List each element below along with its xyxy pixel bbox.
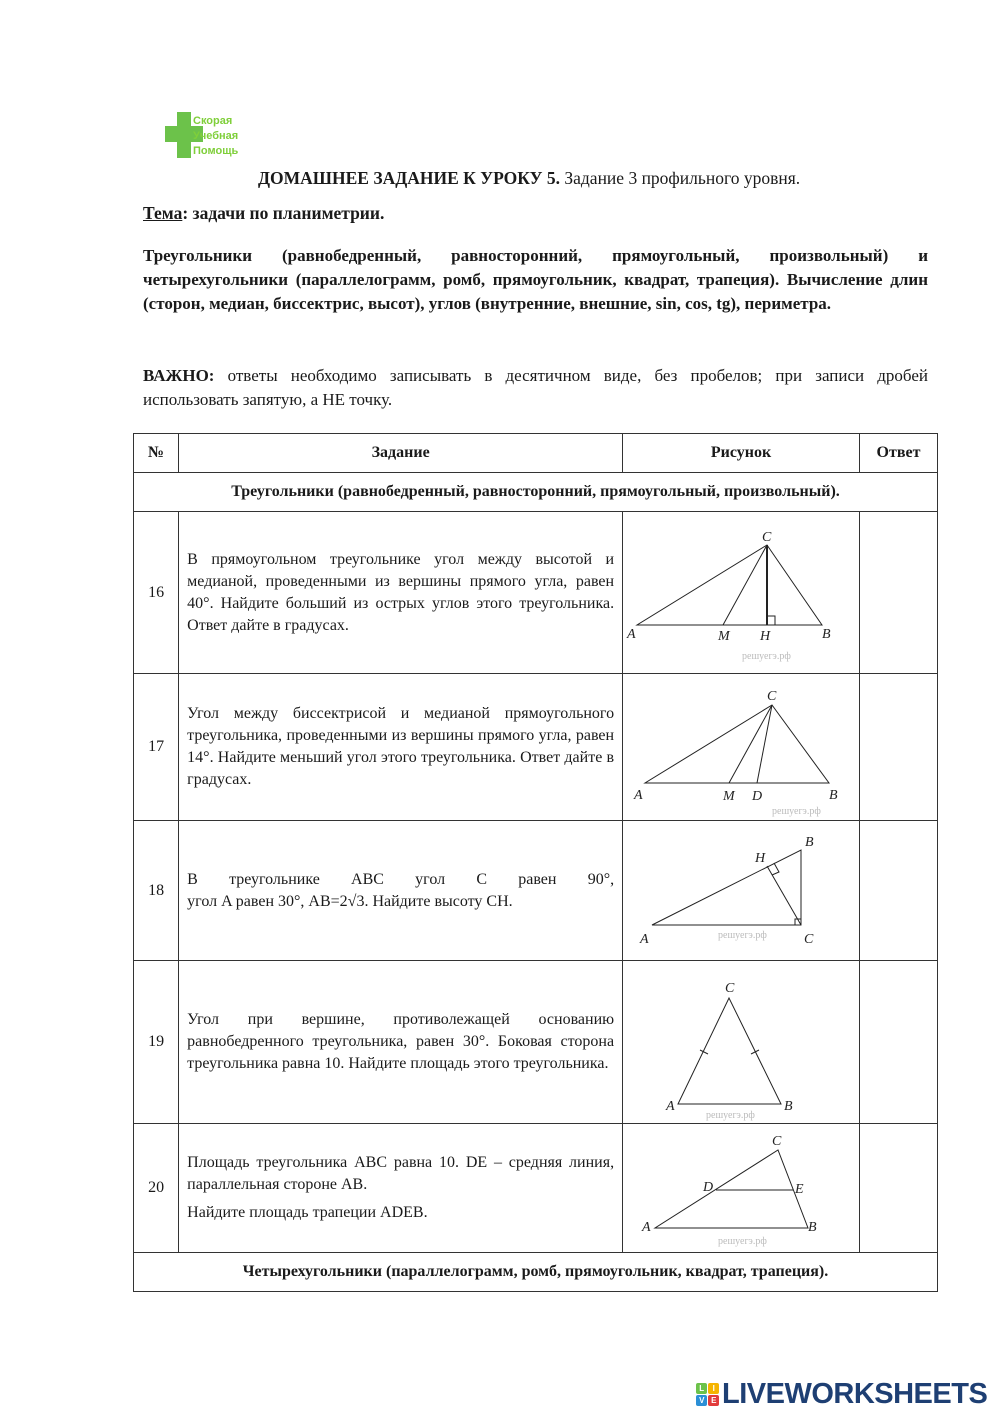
task-text: Угол между биссектрисой и медианой прямоугольного треугольника, проведенными из вершины прямого угла, равен 14°. Найдите меньший угол этого треугольника. Ответ дайте в градусах. (179, 674, 623, 821)
svg-text:Скорая: Скорая (193, 115, 233, 127)
svg-text:C: C (725, 981, 735, 996)
watermark: решуегэ.рф (718, 930, 767, 941)
label-a: A (627, 627, 636, 642)
answer-input[interactable] (860, 1179, 937, 1198)
task-text: Угол при вершине, противолежащей основанию равнобедренного треугольника, равен 30°. Боковая сторона треугольника равна 10. Найдите площадь этого треугольника. (179, 961, 623, 1124)
watermark: решуегэ.рф (718, 1236, 767, 1247)
svg-text:B: B (784, 1099, 793, 1114)
table-row (134, 961, 938, 1124)
svg-text:B: B (829, 788, 838, 803)
answer-input[interactable] (860, 881, 937, 900)
svg-text:C: C (772, 1134, 782, 1149)
task-number: 18 (134, 821, 179, 961)
section-triangles: Треугольники (равнобедренный, равносторонний, прямоугольный, произвольный). (134, 473, 938, 512)
table-row (134, 674, 938, 821)
svg-text:A: A (634, 788, 643, 803)
svg-text:H: H (755, 851, 766, 866)
answer-input[interactable] (860, 738, 937, 757)
svg-text:C: C (804, 932, 814, 947)
task-number: 19 (134, 961, 179, 1124)
task-number: 20 (134, 1124, 179, 1253)
task-number: 16 (134, 512, 179, 674)
answer-input[interactable] (860, 583, 937, 602)
page-title: ДОМАШНЕЕ ЗАДАНИЕ К УРОКУ 5. Задание 3 профильного уровня. (258, 168, 801, 188)
svg-text:E: E (795, 1182, 804, 1197)
brand-name: LIVEWORKSHEETS (722, 1378, 988, 1410)
header-answer: Ответ (859, 434, 937, 473)
svg-text:Помощь: Помощь (193, 145, 239, 157)
task-text: В треугольнике ABC угол C равен 90°, угол A равен 30°, AB=2√3. Найдите высоту CH. (179, 821, 623, 961)
watermark: решуегэ.рф (706, 1110, 755, 1121)
figure (623, 512, 860, 674)
task-text: Площадь треугольника ABC равна 10. DE – средняя линия, параллельная стороне AB. Найдите площадь трапеции ADEB. (179, 1124, 623, 1253)
topic: Тема: задачи по планиметрии. (143, 203, 385, 223)
figure (623, 961, 860, 1124)
header-num: № (134, 434, 179, 473)
table-row (134, 821, 938, 961)
watermark: решуегэ.рф (772, 806, 821, 817)
label-c: C (762, 530, 772, 545)
svg-text:Учебная: Учебная (193, 130, 239, 142)
table-row (134, 512, 938, 674)
header-figure: Рисунок (623, 434, 860, 473)
tasks-table (133, 433, 938, 1292)
label-h: H (760, 629, 771, 644)
svg-text:A: A (642, 1220, 651, 1235)
figure (623, 821, 860, 961)
svg-text:D: D (703, 1180, 714, 1195)
svg-text:B: B (805, 835, 814, 850)
svg-text:D: D (752, 789, 763, 804)
svg-text:M: M (723, 789, 735, 804)
watermark: решуегэ.рф (742, 651, 791, 662)
liveworksheets-logo (696, 1378, 987, 1411)
svg-text:C: C (767, 689, 777, 704)
table-header (134, 434, 938, 473)
svg-text:A: A (640, 932, 649, 947)
label-b: B (822, 627, 831, 642)
label-m: M (718, 629, 730, 644)
intro-text: Треугольники (равнобедренный, равносторонний, прямоугольный, произвольный) и четырехугольники (параллелограмм, ромб, прямоугольник, квадрат, трапеция). Вычисление длин (сторон, медиан, биссектрис, высот), углов (внутренние, внешние, sin, cos, tg), периметра. (143, 246, 928, 313)
answer-input[interactable] (860, 1033, 937, 1052)
section-quadrilaterals: Четырехугольники (параллелограмм, ромб, прямоугольник, квадрат, трапеция). (134, 1253, 938, 1292)
figure (623, 674, 860, 821)
svg-text:A: A (666, 1099, 675, 1114)
important-note: ВАЖНО: ответы необходимо записывать в десятичном виде, без пробелов; при записи дробей использовать запятую, а НЕ точку. (143, 366, 928, 409)
task-number: 17 (134, 674, 179, 821)
header-task: Задание (179, 434, 623, 473)
task-text: В прямоугольном треугольнике угол между высотой и медианой, проведенными из вершины прямого угла, равен 40°. Найдите больший из острых углов этого треугольника. Ответ дайте в градусах. (179, 512, 623, 674)
liveworksheets-icon: L I V E (696, 1383, 719, 1406)
figure (623, 1124, 860, 1253)
logo (165, 112, 245, 158)
table-row (134, 1124, 938, 1253)
svg-text:B: B (808, 1220, 817, 1235)
